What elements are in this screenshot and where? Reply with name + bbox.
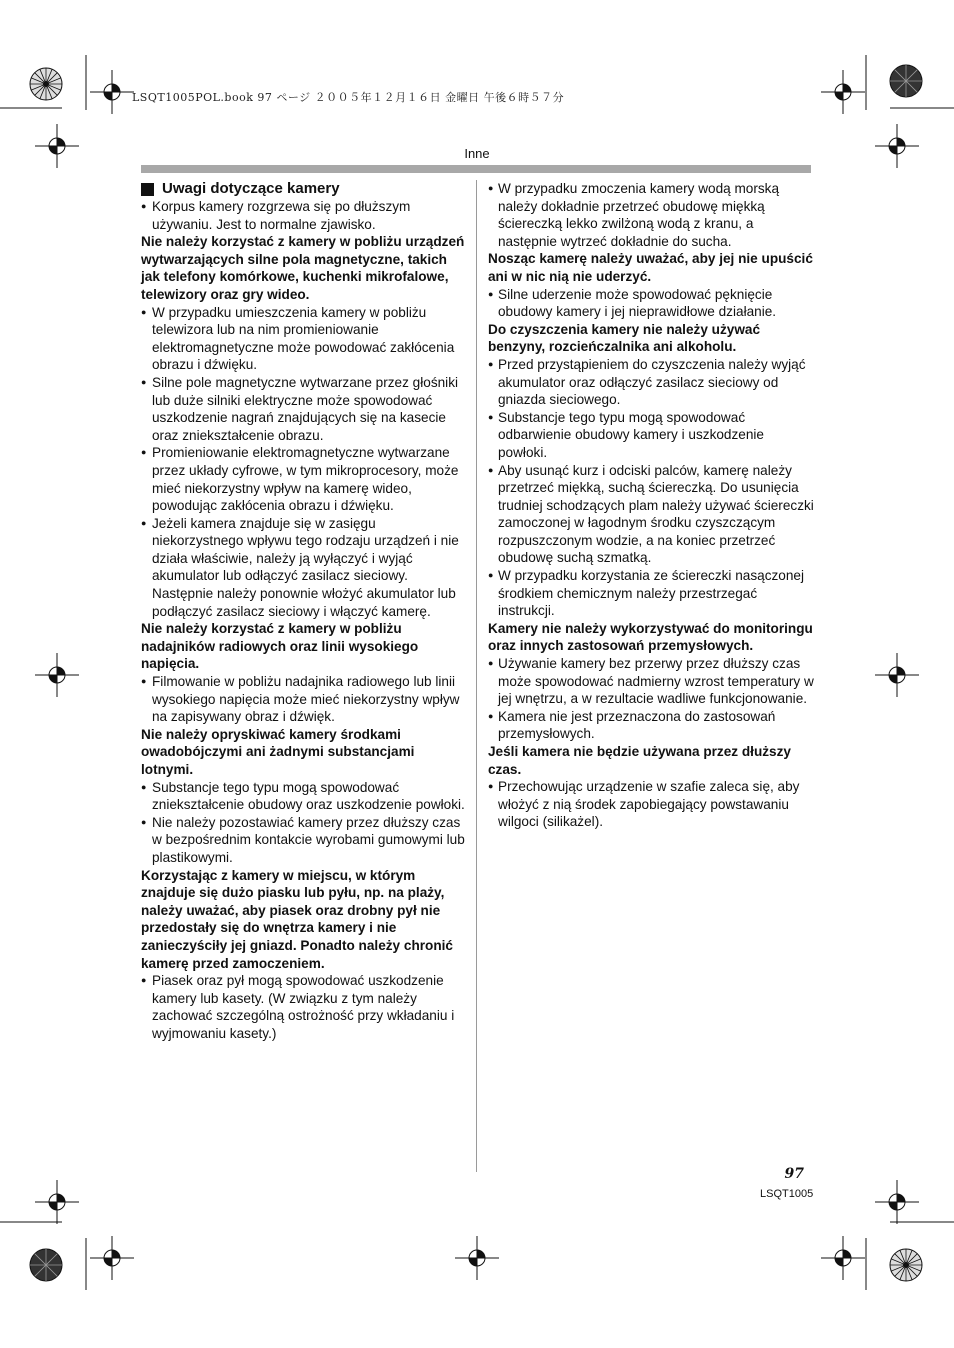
- bullet-item: [141, 198, 466, 233]
- bullet-text: Silne uderzenie może spowodować pęknięcie obudowy kamery i jej nieprawidłowe działanie.: [498, 286, 777, 320]
- bullet-item: [488, 409, 816, 462]
- bullet-icon: ●: [141, 816, 147, 827]
- bullet-item: [488, 180, 816, 250]
- bullet-text: Używanie kamery bez przerwy przez dłuższy czas może spowodować nadmierny wzrost temperatury w jej wnętrzu, a w rezultacie wadliwe funkcjonowanie.: [498, 656, 814, 707]
- bullet-item: [488, 567, 816, 620]
- bullet-icon: ●: [488, 183, 494, 193]
- bullet-text: Aby usunąć kurz i odciski palców, kamerę należy przetrzeć miękką, suchą ściereczką. Do usunięcia trudniej schodzących plam należy używać ściereczki zamoczonej w łagodnym środku czyszczącym rozpuszczonym wodzie, a na koniec przetrzeć obudowę suchą szmatką.: [498, 462, 814, 566]
- bullet-text: Substancje tego typu mogą spowodować odbarwienie obudowy kamery i uszkodzenie powłoki.: [498, 409, 764, 460]
- print-info: LSQT1005POL.book 97 ページ ２００５年１２月１６日 金曜日 午後６時５７分: [132, 91, 565, 104]
- bullet-item: [141, 779, 466, 814]
- bullet-item: [141, 673, 466, 726]
- bullet-text: Kamera nie jest przeznaczona do zastosowań przemysłowych.: [498, 708, 776, 742]
- bullet-item: [141, 374, 466, 444]
- bold-note: Nie należy korzystać z kamery w pobliżu urządzeń wytwarzających silne pola magnetyczne, takich jak telefony komórkowe, kuchenki mikrofalowe, telewizory oraz gry wideo.: [141, 234, 465, 302]
- bullet-icon: ●: [141, 517, 147, 528]
- bullet-item: [141, 444, 466, 514]
- bullet-icon: ●: [488, 288, 494, 299]
- document-code: LSQT1005: [760, 1188, 814, 1200]
- bullet-icon: ●: [488, 658, 494, 669]
- bullet-item: [488, 356, 816, 409]
- heading-text: Uwagi dotyczące kamery: [162, 180, 340, 197]
- column-divider: [476, 180, 477, 1172]
- bullet-icon: ●: [488, 464, 494, 475]
- bullet-icon: ●: [141, 306, 147, 317]
- bold-note: Nosząc kamerę należy uważać, aby jej nie upuścić ani w nic nią nie uderzyć.: [488, 251, 813, 284]
- bullet-text: Przed przystąpieniem do czyszczenia należy wyjąć akumulator oraz odłączyć zasilacz sieciowy od gniazda sieciowego.: [498, 356, 806, 408]
- bullet-text: Piasek oraz pył mogą spowodować uszkodzenie kamery lub kasety. (W związku z tym należy zachować szczególną ostrożność przy wkładaniu i wyjmowaniu kasety.): [152, 973, 455, 1041]
- bullet-item: [488, 708, 816, 743]
- bullet-icon: ●: [141, 676, 147, 687]
- bullet-text: W przypadku umieszczenia kamery w pobliżu telewizora lub na nim promieniowanie elektromagnetyczne może powodować zakłócenia obrazu i dźwięku.: [152, 304, 455, 373]
- page-number: 97: [784, 1166, 804, 1182]
- bullet-item: [488, 778, 816, 831]
- bullet-icon: ●: [488, 710, 494, 721]
- bullet-text: Nie należy pozostawiać kamery przez dłuższy czas w bezpośrednim kontakcie wyrobami gumowymi lub plastikowymi.: [152, 814, 465, 865]
- bold-note: Kamery nie należy wykorzystywać do monitoringu oraz innych zastosowań przemysłowych.: [488, 620, 813, 654]
- right-column: [488, 180, 816, 831]
- bullet-item: [488, 286, 816, 321]
- bullet-text: Przechowując urządzenie w szafie zaleca się, aby włożyć z nią środek zapobiegający powstawaniu wilgoci (silikażel).: [498, 779, 800, 830]
- bold-note: Nie należy korzystać z kamery w pobliżu nadajników radiowych oraz linii wysokiego napięcia.: [141, 621, 419, 672]
- left-column: [141, 180, 466, 1043]
- bullet-text: Promieniowanie elektromagnetyczne wytwarzane przez układy cyfrowe, w tym mikroprocesory, może mieć niekorzystny wpływ na kamerę wideo, powodując zakłócenia obrazu i dźwięku.: [152, 445, 459, 514]
- section-square-icon: [141, 183, 154, 196]
- bullet-text: W przypadku zmoczenia kamery wodą morską należy dokładnie przetrzeć obudowę miękką ściereczką lekko zwilżoną wodą z kranu, a następnie wytrzeć dokładnie do sucha.: [498, 181, 780, 249]
- bullet-item: [141, 972, 466, 1042]
- bullet-item: [141, 814, 466, 867]
- bullet-icon: ●: [488, 570, 494, 581]
- bullet-icon: ●: [488, 411, 494, 422]
- bold-note: Nie należy opryskiwać kamery środkami owadobójczymi ani żadnymi substancjami lotnymi.: [141, 726, 415, 777]
- header-bar: [141, 165, 811, 173]
- bullet-item: [488, 462, 816, 568]
- section-title: Inne: [464, 146, 490, 161]
- bold-note: Do czyszczenia kamery nie należy używać benzyny, rozcieńczalnika ani alkoholu.: [488, 321, 761, 355]
- bullet-icon: ●: [141, 201, 147, 211]
- notes-heading: [141, 180, 466, 198]
- bullet-text: Filmowanie w pobliżu nadajnika radiowego lub linii wysokiego napięcia może mieć niekorzystny wpływ na zapisywany obraz i dźwięk.: [152, 674, 460, 725]
- bullet-item: [141, 515, 466, 621]
- bullet-item: [488, 655, 816, 708]
- bold-note: Jeśli kamera nie będzie używana przez dłuższy czas.: [488, 744, 791, 777]
- bullet-icon: ●: [141, 781, 147, 792]
- bullet-icon: ●: [141, 447, 147, 458]
- bullet-icon: ●: [488, 358, 494, 369]
- bullet-item: [141, 304, 466, 374]
- bullet-text: Substancje tego typu mogą spowodować zniekształcenie obudowy oraz uszkodzenie powłoki.: [152, 779, 465, 813]
- bullet-text: Jeżeli kamera znajduje się w zasięgu niekorzystnego wpływu tego rodzaju urządzeń i nie działa właściwie, należy ją wyłączyć i wyjąć akumulator lub odłączyć zasilacz sieciowy. Następnie należy ponownie włożyć akumulator lub podłączyć zasilacz sieciowy i włączyć kamerę.: [152, 515, 459, 619]
- bold-note: Korzystając z kamery w miejscu, w którym znajduje się dużo piasku lub pyłu, np. na plaży, należy uważać, aby piasek oraz drobny pył nie przedostały się do wnętrza kamery i nie zanieczyściły jej gniazd. Ponadto należy chronić kamerę przed zamoczeniem.: [141, 867, 453, 971]
- bullet-icon: ●: [141, 975, 147, 986]
- bullet-text: Korpus kamery rozgrzewa się po dłuższym używaniu. Jest to normalne zjawisko.: [152, 199, 411, 232]
- bullet-text: W przypadku korzystania ze ściereczki nasączonej środkiem chemicznym należy przestrzegać instrukcji.: [498, 568, 804, 619]
- bullet-icon: ●: [488, 781, 494, 792]
- bullet-text: Silne pole magnetyczne wytwarzane przez głośniki lub duże silniki elektryczne może spowodować uszkodzenie nagrań znajdujących się na kasecie oraz zniekształcenie obrazu.: [152, 374, 459, 443]
- bullet-icon: ●: [141, 376, 147, 387]
